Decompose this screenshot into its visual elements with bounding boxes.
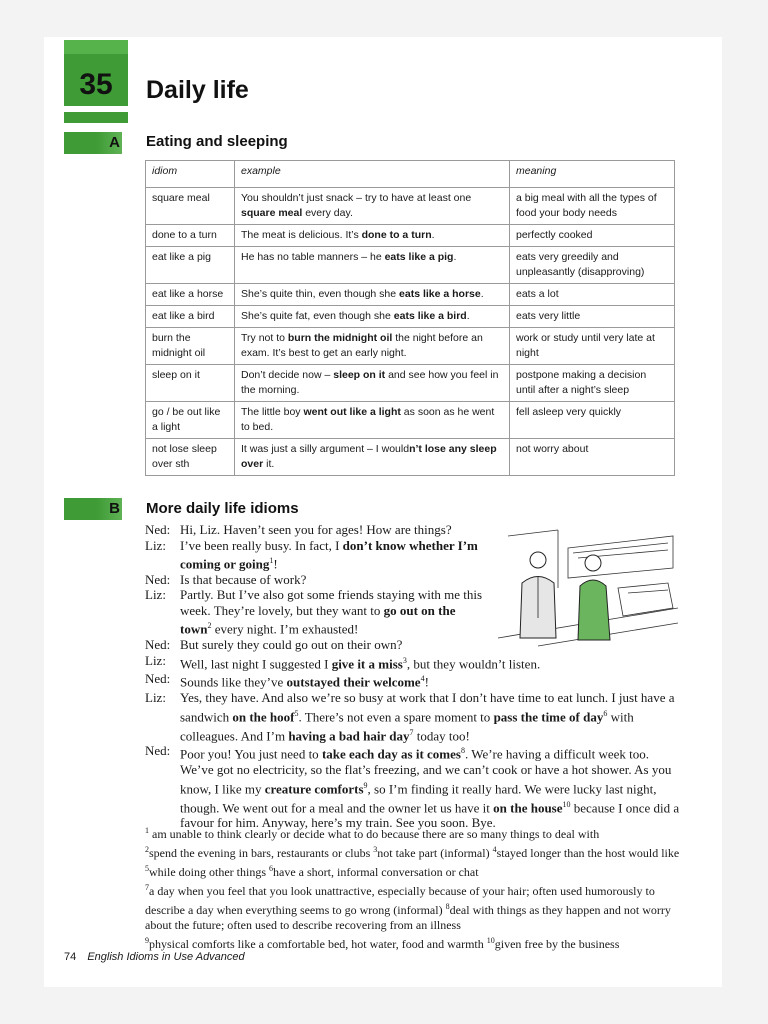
idiom-cell: burn the midnight oil	[146, 328, 235, 365]
footnote: $^7$a day when you feel that you look unattractive, especially because of your hair; often used humorously to describe a day when everything seems to go wrong (informal) $^8$deal with things as they happen and not worry about the future; often used to describe recovering from an illness	[145, 883, 671, 932]
table-row	[146, 328, 675, 365]
meaning-cell: eats very greedily and unpleasantly (disapproving)	[510, 247, 675, 284]
idiom-cell: eat like a bird	[146, 306, 235, 328]
dialogue-line: Liz: I’ve been really busy. In fact, I don’t know whether I’m coming or going$^1$!	[145, 537, 478, 572]
meaning-cell: not worry about	[510, 439, 675, 476]
footnote: $^9$physical comforts like a comfortable bed, hot water, food and warmth $^{10}$given free by the business	[145, 936, 620, 951]
table-row	[146, 365, 675, 402]
idiom-cell: go / be out like a light	[146, 402, 235, 439]
example-cell: She’s quite fat, even though she eats like a bird.	[235, 306, 510, 328]
idiom-cell: eat like a horse	[146, 284, 235, 306]
header-meaning: meaning	[510, 161, 675, 188]
section-a-title: Eating and sleeping	[146, 133, 288, 150]
idiom-cell: square meal	[146, 188, 235, 225]
section-b-tab	[64, 498, 122, 520]
example-cell: It was just a silly argument – I wouldn’t lose any sleep over it.	[235, 439, 510, 476]
example-cell: The little boy went out like a light as soon as he went to bed.	[235, 402, 510, 439]
dialogue-line: Liz: Yes, they have. And also we’re so busy at work that I don’t have time to eat lunch. I just have a sandwich on the hoof$^5$. There’s not even a spare moment to pass the time of day$^6$ with colleagues. And I’m having a bad hair day$^7$ today too!	[145, 690, 675, 743]
meaning-cell: perfectly cooked	[510, 225, 675, 247]
section-b-title: More daily life idioms	[146, 500, 299, 517]
example-cell: The meat is delicious. It’s done to a turn.	[235, 225, 510, 247]
footnotes	[145, 823, 680, 952]
footnote: $^2$spend the evening in bars, restaurants or clubs $^3$not take part (informal) $^4$stayed longer than the host would like $^5$while doing other things $^6$have a short, informal conversation or chat	[145, 845, 680, 879]
dialogue	[145, 522, 680, 831]
header-idiom: idiom	[146, 161, 235, 188]
dialogue-line: Ned: But surely they could go out on their own?	[145, 637, 403, 653]
example-cell: Don’t decide now – sleep on it and see how you feel in the morning.	[235, 365, 510, 402]
header-example: example	[235, 161, 510, 188]
meaning-cell: eats very little	[510, 306, 675, 328]
table-row	[146, 402, 675, 439]
idiom-cell: done to a turn	[146, 225, 235, 247]
unit-bar	[64, 112, 128, 123]
idiom-cell: sleep on it	[146, 365, 235, 402]
page-number: 74	[64, 951, 77, 963]
meaning-cell: eats a lot	[510, 284, 675, 306]
table-row	[146, 306, 675, 328]
section-a-tab	[64, 132, 122, 154]
dialogue-line: Liz: Partly. But I’ve also got some friends staying with me this week. They’re lovely, but they want to go out on the town$^2$ every night. I’m exhausted!	[145, 587, 483, 637]
dialogue-line: Ned: Poor you! You just need to take each day as it comes$^8$. We’re having a difficult week too. We’ve got no electricity, so the flat’s freezing, and we can’t cook or have a hot shower. As you know, I like my creature comforts$^9$, so I’m finding it really hard. We were lucky last night, though. We went out for a meal and the owner let us have it on the house$^{10}$ because I once did a favour for him. Anyway, here’s my train. See you soon. Bye.	[145, 743, 680, 831]
meaning-cell: fell asleep very quickly	[510, 402, 675, 439]
example-cell: Try not to burn the midnight oil the night before an exam. It’s best to get an early night.	[235, 328, 510, 365]
unit-number-badge	[64, 40, 128, 106]
example-cell: She’s quite thin, even though she eats like a horse.	[235, 284, 510, 306]
table-row	[146, 439, 675, 476]
idiom-cell: not lose sleep over sth	[146, 439, 235, 476]
dialogue-line: Ned: Is that because of work?	[145, 571, 307, 587]
idiom-cell: eat like a pig	[146, 247, 235, 284]
table-row	[146, 225, 675, 247]
meaning-cell: postpone making a decision until after a night’s sleep	[510, 365, 675, 402]
unit-title: Daily life	[146, 76, 249, 104]
unit-number: 35	[79, 68, 113, 101]
footnote: $^1$ am unable to think clearly or decide what to do because there are so many things to deal with	[145, 826, 600, 841]
table-header-row	[146, 161, 675, 188]
meaning-cell: work or study until very late at night	[510, 328, 675, 365]
dialogue-line: Ned: Sounds like they’ve outstayed their welcome$^4$!	[145, 671, 429, 690]
idioms-table	[145, 160, 675, 476]
dialogue-line: Ned: Hi, Liz. Haven’t seen you for ages! How are things?	[145, 522, 452, 537]
section-b-letter: B	[109, 500, 120, 517]
book-title: English Idioms in Use Advanced	[87, 951, 245, 963]
table-row	[146, 188, 675, 225]
meaning-cell: a big meal with all the types of food your body needs	[510, 188, 675, 225]
page-footer	[64, 951, 245, 963]
example-cell: You shouldn’t just snack – try to have at least one square meal every day.	[235, 188, 510, 225]
table-row	[146, 284, 675, 306]
section-a-letter: A	[109, 134, 120, 151]
table-row	[146, 247, 675, 284]
dialogue-line: Liz: Well, last night I suggested I give it a miss$^3$, but they wouldn’t listen.	[145, 652, 541, 671]
example-cell: He has no table manners – he eats like a pig.	[235, 247, 510, 284]
